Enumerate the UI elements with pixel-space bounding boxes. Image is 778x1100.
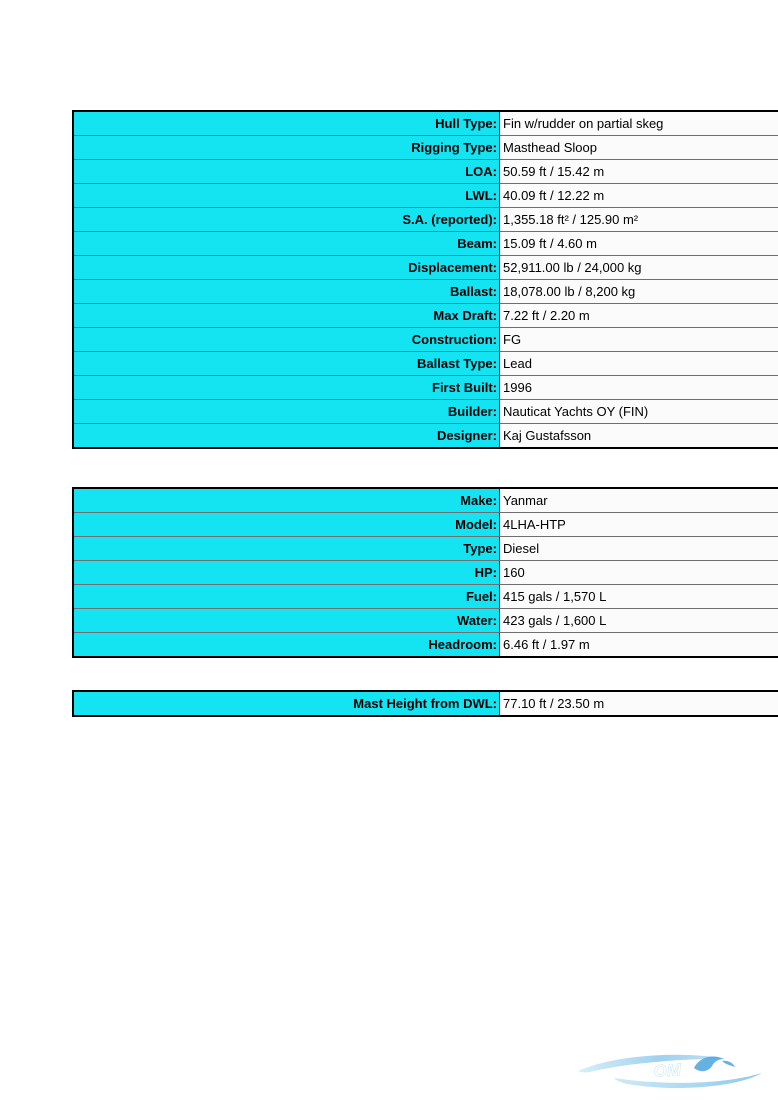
spec-value: 50.59 ft / 15.42 m xyxy=(500,160,778,183)
spec-label: HP: xyxy=(74,561,500,584)
table-row xyxy=(74,585,778,609)
spec-value: 160 xyxy=(500,561,778,584)
table-row xyxy=(74,160,778,184)
spec-value: 52,911.00 lb / 24,000 kg xyxy=(500,256,778,279)
table-row xyxy=(74,424,778,447)
spec-label: Rigging Type: xyxy=(74,136,500,159)
spec-label: LWL: xyxy=(74,184,500,207)
spec-label: Model: xyxy=(74,513,500,536)
table-row xyxy=(74,489,778,513)
spec-label: Water: xyxy=(74,609,500,632)
spec-label: Construction: xyxy=(74,328,500,351)
spec-label: Headroom: xyxy=(74,633,500,656)
table-row xyxy=(74,352,778,376)
spec-label: Ballast: xyxy=(74,280,500,303)
spec-label: Fuel: xyxy=(74,585,500,608)
spec-value: 15.09 ft / 4.60 m xyxy=(500,232,778,255)
spec-value: 415 gals / 1,570 L xyxy=(500,585,778,608)
spec-label: Builder: xyxy=(74,400,500,423)
table-row xyxy=(74,112,778,136)
spec-value: Fin w/rudder on partial skeg xyxy=(500,112,778,135)
spec-label: Max Draft: xyxy=(74,304,500,327)
spec-value: 1,355.18 ft² / 125.90 m² xyxy=(500,208,778,231)
spec-label: Mast Height from DWL: xyxy=(74,692,500,715)
table-row xyxy=(74,400,778,424)
rig-table xyxy=(72,690,778,717)
spec-value: FG xyxy=(500,328,778,351)
table-row xyxy=(74,513,778,537)
spec-label: Hull Type: xyxy=(74,112,500,135)
spec-label: Beam: xyxy=(74,232,500,255)
spec-value: 1996 xyxy=(500,376,778,399)
hull-dimensions-table xyxy=(72,110,778,449)
spec-value: Nauticat Yachts OY (FIN) xyxy=(500,400,778,423)
spec-value: Diesel xyxy=(500,537,778,560)
spec-value: 40.09 ft / 12.22 m xyxy=(500,184,778,207)
table-row xyxy=(74,537,778,561)
spec-value: Yanmar xyxy=(500,489,778,512)
table-row xyxy=(74,256,778,280)
swoosh-lower xyxy=(614,1073,762,1088)
spec-value: Masthead Sloop xyxy=(500,136,778,159)
table-row xyxy=(74,328,778,352)
spec-value: 4LHA-HTP xyxy=(500,513,778,536)
logo-text: OM xyxy=(652,1060,682,1081)
spec-label: LOA: xyxy=(74,160,500,183)
spec-value: Kaj Gustafsson xyxy=(500,424,778,447)
table-row xyxy=(74,376,778,400)
spec-label: First Built: xyxy=(74,376,500,399)
spec-value: 7.22 ft / 2.20 m xyxy=(500,304,778,327)
watermark-logo xyxy=(576,1046,766,1096)
spec-value: 18,078.00 lb / 8,200 kg xyxy=(500,280,778,303)
spec-label: Ballast Type: xyxy=(74,352,500,375)
table-row xyxy=(74,184,778,208)
spec-value: 423 gals / 1,600 L xyxy=(500,609,778,632)
table-row xyxy=(74,280,778,304)
table-row xyxy=(74,692,778,715)
spec-label: S.A. (reported): xyxy=(74,208,500,231)
table-row xyxy=(74,232,778,256)
spec-value: 77.10 ft / 23.50 m xyxy=(500,692,778,715)
spec-value: Lead xyxy=(500,352,778,375)
table-row xyxy=(74,561,778,585)
spec-label: Designer: xyxy=(74,424,500,447)
table-row xyxy=(74,136,778,160)
table-row xyxy=(74,304,778,328)
wave-swoosh-icon xyxy=(576,1046,766,1096)
spec-label: Make: xyxy=(74,489,500,512)
engine-tankage-table xyxy=(72,487,778,658)
spec-value: 6.46 ft / 1.97 m xyxy=(500,633,778,656)
table-row xyxy=(74,208,778,232)
spec-label: Displacement: xyxy=(74,256,500,279)
spec-label: Type: xyxy=(74,537,500,560)
table-row xyxy=(74,609,778,633)
table-row xyxy=(74,633,778,656)
